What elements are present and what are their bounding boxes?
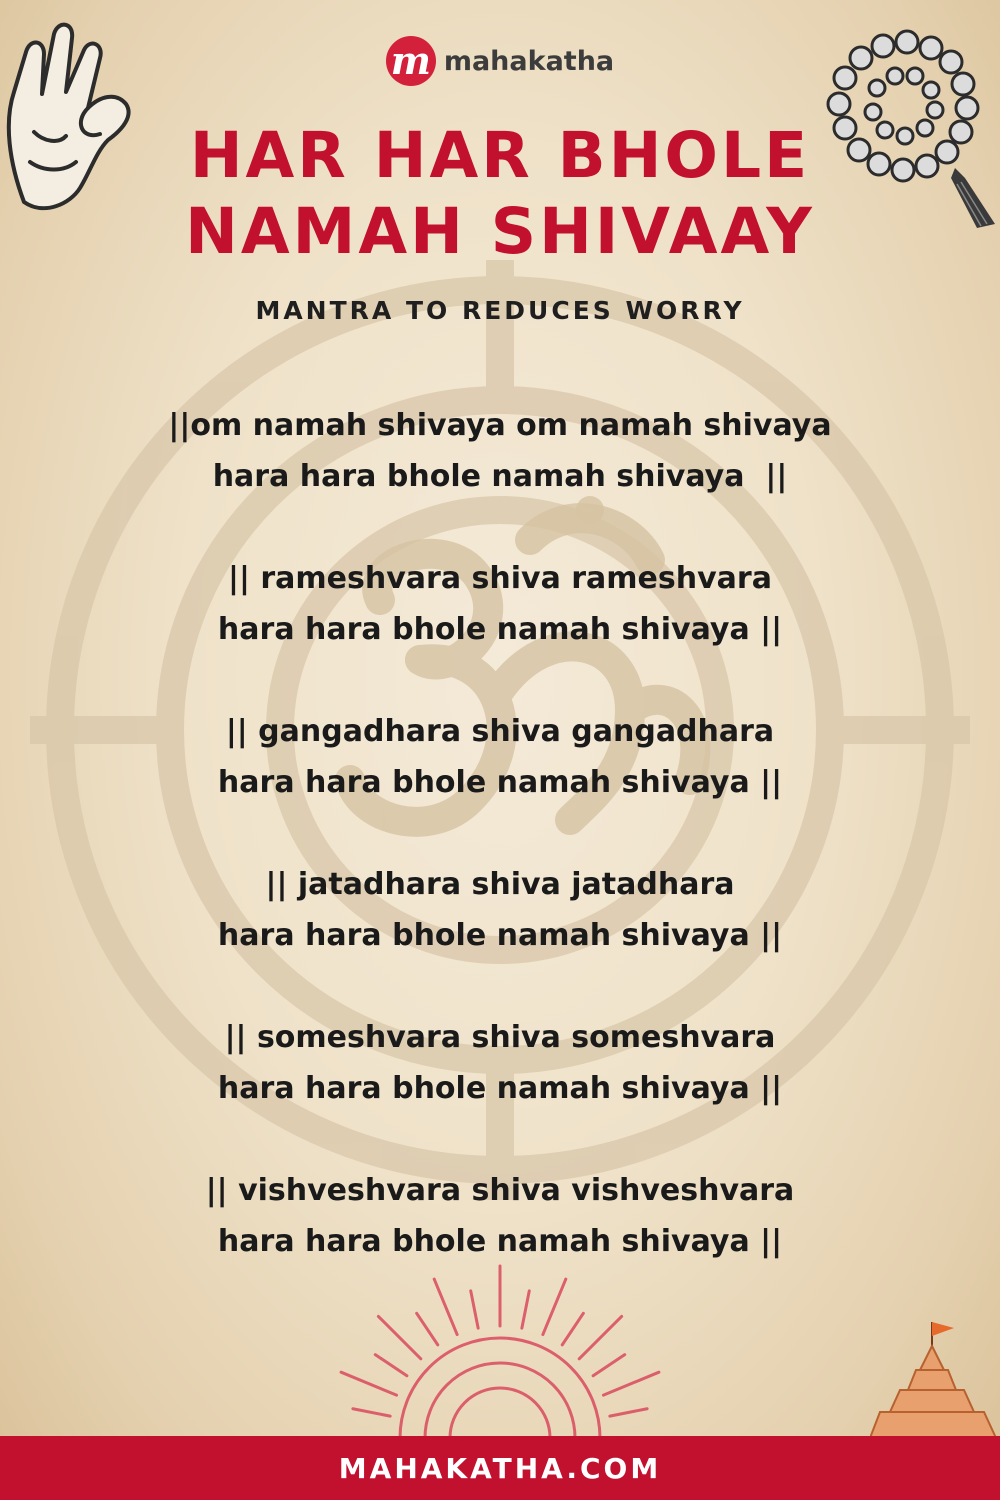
sunburst-icon — [250, 1262, 750, 1438]
verse-3 — [0, 706, 1000, 859]
mantra-verses — [0, 400, 1000, 1318]
sunburst-ray — [353, 1409, 390, 1416]
page-title — [0, 118, 1000, 270]
verse-line: || jatadhara shiva jatadhara — [265, 867, 735, 902]
verse-line: hara hara bhole namah shivaya || — [217, 918, 783, 953]
sunburst-ray — [471, 1291, 478, 1328]
verse-line: || rameshvara shiva rameshvara — [228, 561, 772, 596]
logo-text: mahakatha — [443, 45, 615, 77]
logo-mark-icon: m — [386, 36, 436, 86]
footer-website-link[interactable]: MAHAKATHA.COM — [338, 1451, 662, 1485]
sunburst-ray — [434, 1279, 457, 1334]
sunburst-ray — [341, 1372, 396, 1395]
verse-5 — [0, 1012, 1000, 1165]
sunburst-ray — [593, 1355, 625, 1376]
verse-line: hara hara bhole namah shivaya || — [217, 765, 783, 800]
verse-2 — [0, 553, 1000, 706]
verse-line: hara hara bhole namah shivaya || — [212, 459, 788, 494]
verse-line: ||om namah shivaya om namah shivaya — [168, 408, 832, 443]
sunburst-ray — [603, 1372, 658, 1395]
page-subtitle: MANTRA TO REDUCES WORRY — [255, 296, 745, 325]
sunburst-ray — [562, 1313, 583, 1345]
footer-bar — [0, 1436, 1000, 1500]
sunburst-ray — [378, 1316, 420, 1358]
verse-line: || someshvara shiva someshvara — [224, 1020, 776, 1055]
sunburst-ray — [543, 1279, 566, 1334]
verse-line: hara hara bhole namah shivaya || — [217, 1224, 783, 1259]
sunburst-ray — [610, 1409, 647, 1416]
verse-line: || vishveshvara shiva vishveshvara — [205, 1173, 795, 1208]
verse-1 — [0, 400, 1000, 553]
title-line-2: NAMAH SHIVAAY — [185, 195, 815, 268]
verse-4 — [0, 859, 1000, 1012]
verse-line: hara hara bhole namah shivaya || — [217, 612, 783, 647]
sunburst-ray — [417, 1313, 438, 1345]
verse-line: hara hara bhole namah shivaya || — [217, 1071, 783, 1106]
brand-logo[interactable] — [0, 36, 1000, 86]
sunburst-ray — [375, 1355, 407, 1376]
temple-icon — [870, 1318, 1000, 1438]
title-line-1: HAR HAR BHOLE — [189, 119, 811, 192]
sunburst-ray — [522, 1291, 529, 1328]
verse-line: || gangadhara shiva gangadhara — [225, 714, 775, 749]
sunburst-ray — [579, 1316, 621, 1358]
